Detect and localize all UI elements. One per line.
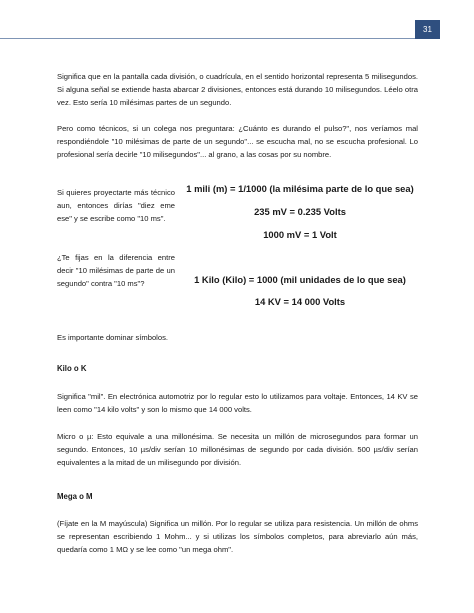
side-note-diez-eme-ese: Si quieres proyectarte más técnico aun, entonces dirías "diez eme ese" y se escribe como "10 ms". bbox=[57, 188, 175, 223]
page-number: 31 bbox=[415, 20, 440, 39]
formula-kilo: 1 Kilo (Kilo) = 1000 (mil unidades de lo que sea) bbox=[194, 274, 406, 285]
formula-235mv: 235 mV = 0.235 Volts bbox=[254, 206, 346, 217]
formula-14kv: 14 KV = 14 000 Volts bbox=[254, 296, 346, 307]
paragraph-micro: Micro o µ: Esto equivale a una millonésima. Se necesita un millón de microsegundos para formar un segundo. Entonces, 10 µs/div serían 10 millonésimas de segundo por cada división. 500 µs/div serían equivalentes a la mitad de un milisegundo por división. bbox=[57, 432, 418, 467]
paragraph-simbolos: Es importante dominar símbolos. bbox=[57, 333, 168, 342]
formula-mili: 1 mili (m) = 1/1000 (la milésima parte de lo que sea) bbox=[186, 183, 414, 194]
paragraph-kilo: Significa "mil". En electrónica automotriz por lo regular esto lo utilizamos para voltaje. Entonces, 14 KV se leen como "14 kilo volts" y son lo mismo que 14 000 volts. bbox=[57, 392, 418, 414]
heading-kilo: Kilo o K bbox=[57, 364, 87, 373]
heading-mega: Mega o M bbox=[57, 492, 93, 501]
paragraph-tecnicos: Pero como técnicos, si un colega nos preguntara: ¿Cuánto es durando el pulso?", nos veríamos mal respondiéndole "10 milésimas de parte de un segundo"... se escucha mal, no se escucha profesional. Lo profesional sería decirle "10 milisegundos"... al grano, a las cosas por su nombre. bbox=[57, 124, 418, 159]
side-note-diferencia: ¿Te fijas en la diferencia entre decir "10 milésimas de parte de un segundo" contra "10 ms"? bbox=[57, 253, 175, 288]
paragraph-mega: (Fíjate en la M mayúscula) Significa un millón. Por lo regular se utiliza para resistencia. Un millón de ohms se representan escribiendo 1 Mohm... y si utilizas los símbolos completos, para abreviarlo aún más, quedaría como 1 MΩ y se lee como "un mega ohm". bbox=[57, 519, 418, 554]
paragraph-milisegundos: Significa que en la pantalla cada división, o cuadrícula, en el sentido horizontal representa 5 milisegundos. Si alguna señal se extiende hasta abarcar 2 divisiones, entonces está durando 10 milisegundos. Léelo otra vez. Esto sería 10 milésimas partes de un segundo. bbox=[57, 72, 418, 107]
header-rule bbox=[0, 38, 416, 39]
formula-1000mv: 1000 mV = 1 Volt bbox=[263, 229, 337, 240]
